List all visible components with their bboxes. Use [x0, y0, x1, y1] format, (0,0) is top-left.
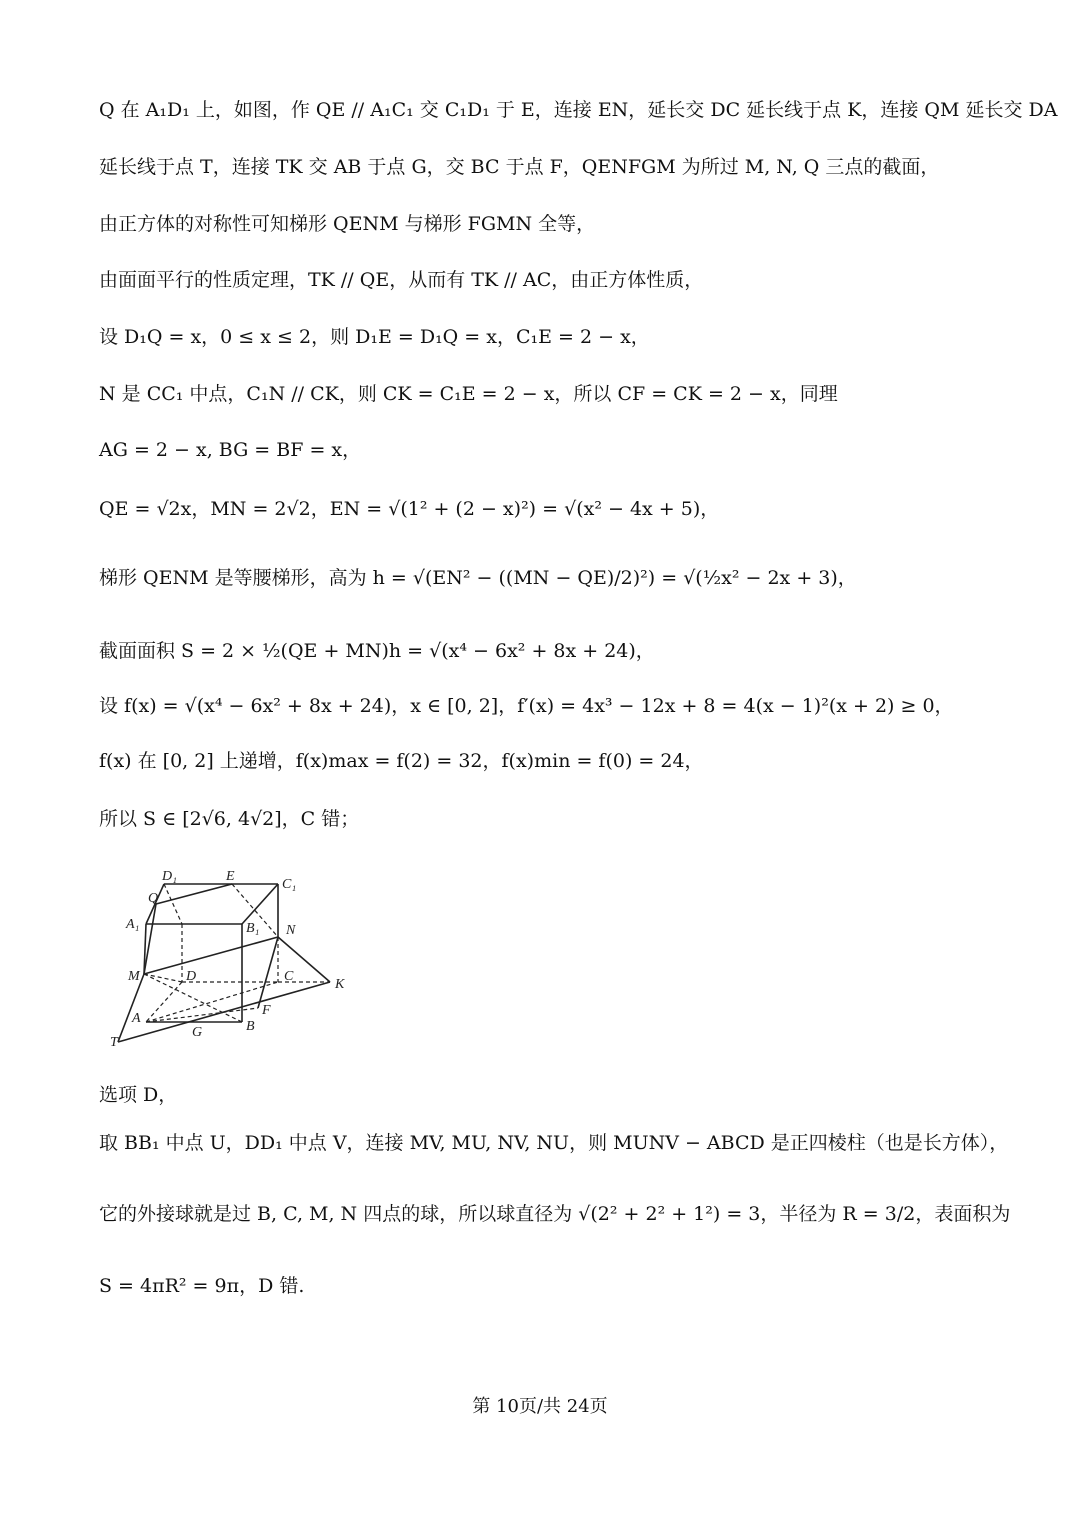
label-B1: B₁ — [246, 921, 260, 936]
line-10: 截面面积 S = 2 × ½(QE + MN)h = √(x⁴ − 6x² + 8x + 24)， — [99, 640, 655, 662]
line-14: 选项 D， — [99, 1084, 178, 1106]
line-11: 设 f(x) = √(x⁴ − 6x² + 8x + 24)，x ∈ [0, 2]，f′(x) = 4x³ − 12x + 8 = 4(x − 1)²(x + 2) ≥ 0， — [99, 695, 954, 717]
line-6: N 是 CC₁ 中点，C₁N // CK，则 CK = C₁E = 2 − x，所以 CF = CK = 2 − x，同理 — [99, 383, 838, 405]
label-N: N — [286, 923, 296, 938]
label-A: A — [132, 1011, 141, 1026]
label-A1: A₁ — [126, 917, 140, 932]
line-13: 所以 S ∈ [2√6, 4√2]，C 错； — [99, 808, 360, 830]
line-16: 它的外接球就是过 B, C, M, N 四点的球，所以球直径为 √(2² + 2² + 1²) = 3，半径为 R = 3/2，表面积为 — [99, 1203, 1011, 1225]
line-17: S = 4πR² = 9π，D 错. — [99, 1275, 305, 1297]
line-4: 由面面平行的性质定理，TK // QE，从而有 TK // AC，由正方体性质， — [99, 269, 704, 291]
label-C1: C₁ — [282, 877, 297, 892]
label-F: F — [262, 1003, 271, 1018]
line-8: QE = √2x，MN = 2√2，EN = √(1² + (2 − x)²) = √(x² − 4x + 5)， — [99, 498, 720, 520]
line-2: 延长线于点 T，连接 TK 交 AB 于点 G，交 BC 于点 F，QENFGM 为所过 M, N, Q 三点的截面， — [99, 156, 940, 178]
label-M: M — [128, 969, 140, 984]
label-Q: Q — [148, 891, 159, 906]
line-15: 取 BB₁ 中点 U，DD₁ 中点 V，连接 MV, MU, NV, NU，则 MUNV − ABCD 是正四棱柱（也是长方体）， — [99, 1132, 1009, 1154]
label-T: T — [110, 1035, 118, 1050]
label-G: G — [192, 1025, 203, 1040]
line-12: f(x) 在 [0, 2] 上递增，f(x)max = f(2) = 32，f(x)min = f(0) = 24， — [99, 750, 704, 772]
label-B: B — [246, 1019, 255, 1034]
cube-figure — [108, 862, 358, 1057]
line-9: 梯形 QENM 是等腰梯形，高为 h = √(EN² − ((MN − QE)/2)²) = √(½x² − 2x + 3)， — [99, 567, 857, 589]
label-K: K — [335, 977, 345, 992]
line-3: 由正方体的对称性可知梯形 QENM 与梯形 FGMN 全等， — [99, 213, 596, 235]
label-D1: D₁ — [162, 869, 177, 884]
line-5: 设 D₁Q = x，0 ≤ x ≤ 2，则 D₁E = D₁Q = x，C₁E = 2 − x， — [99, 326, 650, 348]
page-footer: 第 10页/共 24页 — [472, 1396, 608, 1417]
line-7: AG = 2 − x, BG = BF = x， — [99, 439, 362, 461]
label-C: C — [284, 969, 294, 984]
label-E: E — [226, 869, 235, 884]
label-D: D — [186, 969, 197, 984]
line-1: Q 在 A₁D₁ 上，如图，作 QE // A₁C₁ 交 C₁D₁ 于 E，连接 EN，延长交 DC 延长线于点 K，连接 QM 延长交 DA — [99, 99, 1058, 121]
